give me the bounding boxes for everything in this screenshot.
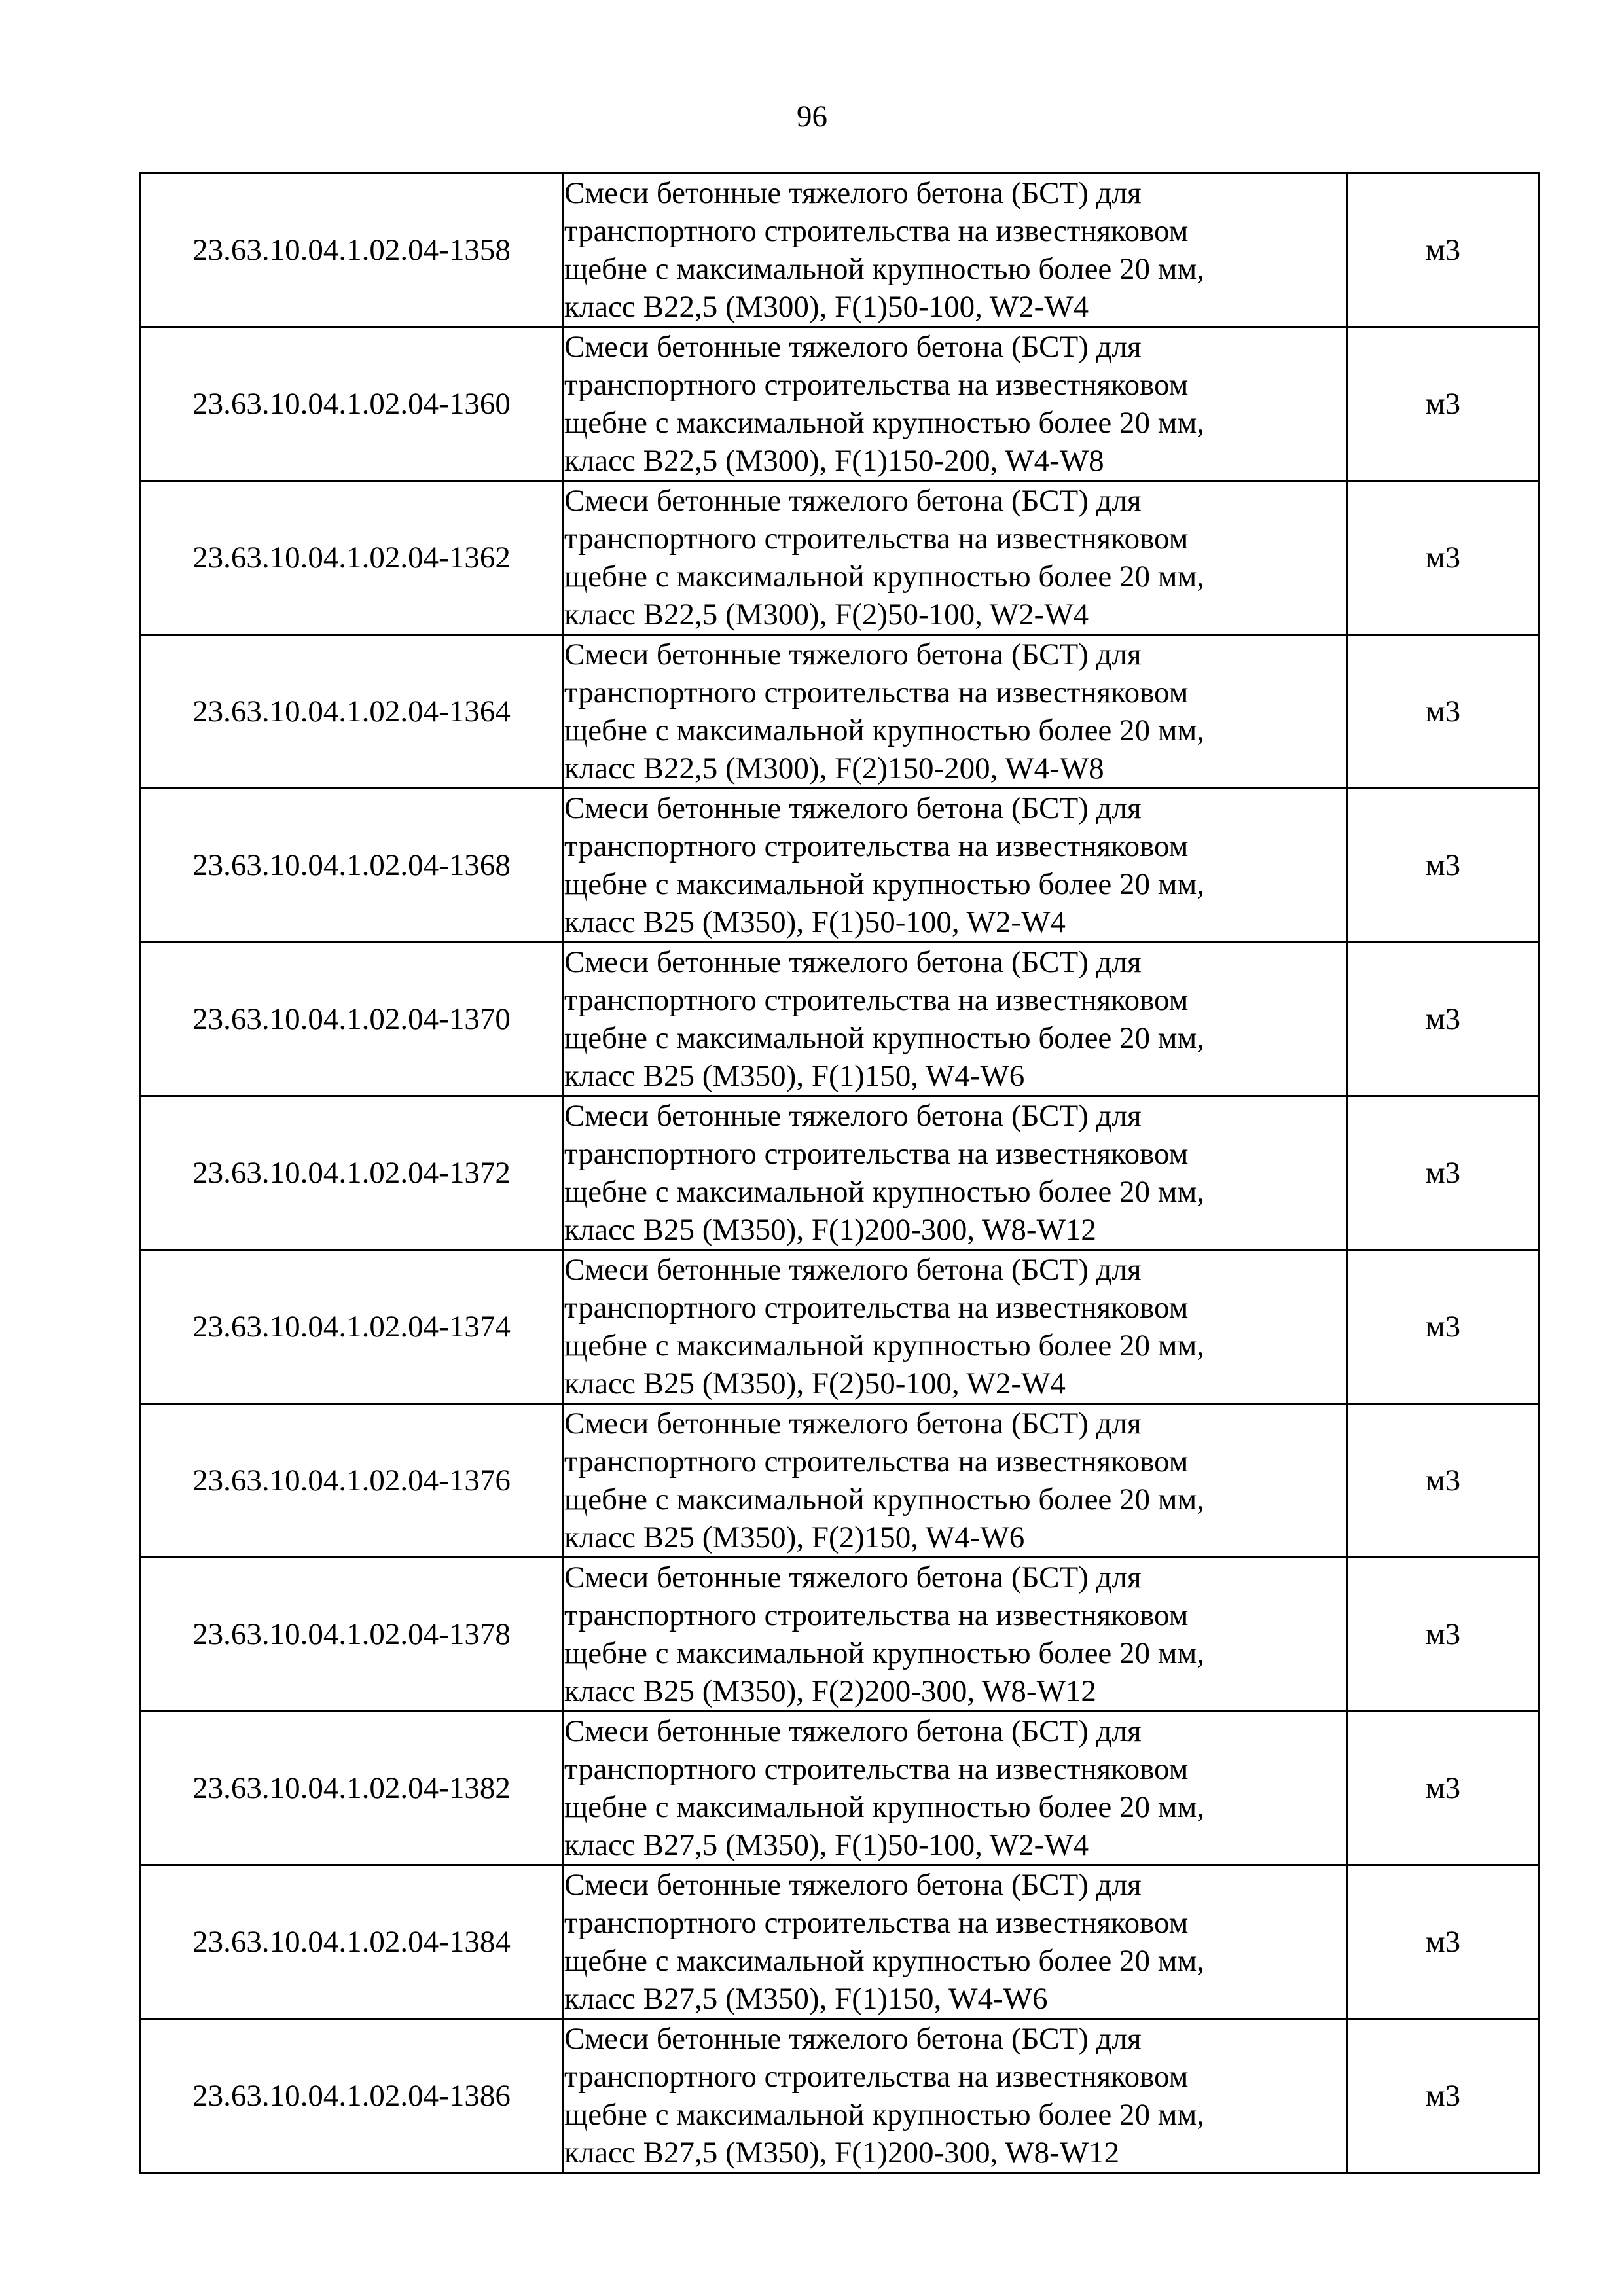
table-row bbox=[140, 942, 1540, 1096]
material-description-cell bbox=[564, 173, 1347, 327]
material-code-cell: 23.63.10.04.1.02.04-1382 bbox=[140, 1712, 564, 1865]
table-row bbox=[140, 1865, 1540, 2019]
description-line: Смеси бетонные тяжелого бетона (БСТ) для bbox=[564, 2022, 1142, 2056]
material-code-cell: 23.63.10.04.1.02.04-1358 bbox=[140, 173, 564, 327]
description-line: Смеси бетонные тяжелого бетона (БСТ) для bbox=[564, 484, 1142, 518]
unit-cell: м3 bbox=[1347, 1712, 1540, 1865]
description-line: щебне с максимальной крупностью более 20 мм, bbox=[564, 1175, 1205, 1209]
description-line: класс В25 (М350), F(2)200-300, W8-W12 bbox=[564, 1674, 1096, 1708]
description-line: транспортного строительства на известняковом bbox=[564, 214, 1189, 248]
unit-cell: м3 bbox=[1347, 1096, 1540, 1250]
material-code-cell: 23.63.10.04.1.02.04-1376 bbox=[140, 1404, 564, 1558]
description-line: класс В22,5 (М300), F(1)150-200, W4-W8 bbox=[564, 444, 1104, 478]
unit-cell: м3 bbox=[1347, 481, 1540, 635]
description-line: щебне с максимальной крупностью более 20 мм, bbox=[564, 560, 1205, 594]
description-line: транспортного строительства на известняковом bbox=[564, 983, 1189, 1017]
unit-cell: м3 bbox=[1347, 1404, 1540, 1558]
material-code-cell: 23.63.10.04.1.02.04-1384 bbox=[140, 1865, 564, 2019]
material-description-cell bbox=[564, 635, 1347, 789]
description-line: Смеси бетонные тяжелого бетона (БСТ) для bbox=[564, 330, 1142, 364]
description-line: щебне с максимальной крупностью более 20 мм, bbox=[564, 1482, 1205, 1516]
material-description-cell bbox=[564, 1096, 1347, 1250]
unit-cell: м3 bbox=[1347, 1558, 1540, 1712]
material-description-cell bbox=[564, 789, 1347, 942]
unit-cell: м3 bbox=[1347, 1250, 1540, 1404]
description-line: Смеси бетонные тяжелого бетона (БСТ) для bbox=[564, 1714, 1142, 1748]
page-number: 96 bbox=[797, 99, 827, 134]
unit-cell: м3 bbox=[1347, 635, 1540, 789]
description-line: транспортного строительства на известняковом bbox=[564, 1906, 1189, 1940]
table-row bbox=[140, 481, 1540, 635]
description-line: транспортного строительства на известняковом bbox=[564, 2060, 1189, 2094]
description-line: Смеси бетонные тяжелого бетона (БСТ) для bbox=[564, 176, 1142, 210]
description-line: Смеси бетонные тяжелого бетона (БСТ) для bbox=[564, 1868, 1142, 1902]
unit-cell: м3 bbox=[1347, 2019, 1540, 2173]
table-row bbox=[140, 2019, 1540, 2173]
description-line: транспортного строительства на известняковом bbox=[564, 1291, 1189, 1325]
description-line: транспортного строительства на известняковом bbox=[564, 1598, 1189, 1632]
description-line: класс В27,5 (М350), F(1)50-100, W2-W4 bbox=[564, 1828, 1089, 1862]
material-code-cell: 23.63.10.04.1.02.04-1374 bbox=[140, 1250, 564, 1404]
material-code-cell: 23.63.10.04.1.02.04-1362 bbox=[140, 481, 564, 635]
table-row bbox=[140, 635, 1540, 789]
table-row bbox=[140, 173, 1540, 327]
description-line: щебне с максимальной крупностью более 20 мм, bbox=[564, 406, 1205, 440]
description-line: транспортного строительства на известняковом bbox=[564, 368, 1189, 402]
description-line: Смеси бетонные тяжелого бетона (БСТ) для bbox=[564, 1560, 1142, 1594]
table-row bbox=[140, 1558, 1540, 1712]
description-line: класс В22,5 (М300), F(1)50-100, W2-W4 bbox=[564, 290, 1089, 324]
description-line: Смеси бетонные тяжелого бетона (БСТ) для bbox=[564, 1099, 1142, 1133]
description-line: транспортного строительства на известняковом bbox=[564, 1137, 1189, 1171]
table-row bbox=[140, 1096, 1540, 1250]
material-code-cell: 23.63.10.04.1.02.04-1368 bbox=[140, 789, 564, 942]
unit-cell: м3 bbox=[1347, 173, 1540, 327]
description-line: транспортного строительства на известняковом bbox=[564, 1752, 1189, 1786]
unit-cell: м3 bbox=[1347, 1865, 1540, 2019]
material-description-cell bbox=[564, 327, 1347, 481]
description-line: щебне с максимальной крупностью более 20 мм, bbox=[564, 1021, 1205, 1055]
table-row bbox=[140, 1712, 1540, 1865]
material-code-cell: 23.63.10.04.1.02.04-1372 bbox=[140, 1096, 564, 1250]
description-line: класс В25 (М350), F(1)50-100, W2-W4 bbox=[564, 905, 1066, 939]
description-line: Смеси бетонные тяжелого бетона (БСТ) для bbox=[564, 945, 1142, 979]
description-line: класс В25 (М350), F(1)200-300, W8-W12 bbox=[564, 1213, 1096, 1247]
material-description-cell bbox=[564, 481, 1347, 635]
description-line: щебне с максимальной крупностью более 20 мм, bbox=[564, 1636, 1205, 1670]
material-code-cell: 23.63.10.04.1.02.04-1364 bbox=[140, 635, 564, 789]
description-line: Смеси бетонные тяжелого бетона (БСТ) для bbox=[564, 791, 1142, 825]
description-line: щебне с максимальной крупностью более 20 мм, bbox=[564, 1790, 1205, 1824]
description-line: класс В22,5 (М300), F(2)50-100, W2-W4 bbox=[564, 598, 1089, 632]
description-line: Смеси бетонные тяжелого бетона (БСТ) для bbox=[564, 637, 1142, 672]
description-line: щебне с максимальной крупностью более 20 мм, bbox=[564, 1329, 1205, 1363]
material-description-cell bbox=[564, 1865, 1347, 2019]
description-line: класс В25 (М350), F(1)150, W4-W6 bbox=[564, 1059, 1025, 1093]
table-row bbox=[140, 1250, 1540, 1404]
description-line: класс В27,5 (М350), F(1)150, W4-W6 bbox=[564, 1982, 1048, 2016]
description-line: класс В27,5 (М350), F(1)200-300, W8-W12 bbox=[564, 2136, 1120, 2170]
material-description-cell bbox=[564, 1712, 1347, 1865]
material-description-cell bbox=[564, 1404, 1347, 1558]
description-line: Смеси бетонные тяжелого бетона (БСТ) для bbox=[564, 1253, 1142, 1287]
description-line: класс В22,5 (М300), F(2)150-200, W4-W8 bbox=[564, 751, 1104, 785]
unit-cell: м3 bbox=[1347, 327, 1540, 481]
description-line: щебне с максимальной крупностью более 20 мм, bbox=[564, 252, 1205, 286]
table-row bbox=[140, 789, 1540, 942]
table-row bbox=[140, 1404, 1540, 1558]
description-line: транспортного строительства на известняковом bbox=[564, 829, 1189, 863]
materials-table bbox=[139, 172, 1540, 2174]
materials-table-body bbox=[140, 173, 1540, 2173]
description-line: Смеси бетонные тяжелого бетона (БСТ) для bbox=[564, 1407, 1142, 1441]
description-line: транспортного строительства на известняковом bbox=[564, 522, 1189, 556]
material-description-cell bbox=[564, 942, 1347, 1096]
material-description-cell bbox=[564, 1558, 1347, 1712]
description-line: щебне с максимальной крупностью более 20 мм, bbox=[564, 1944, 1205, 1978]
description-line: щебне с максимальной крупностью более 20 мм, bbox=[564, 867, 1205, 901]
description-line: щебне с максимальной крупностью более 20 мм, bbox=[564, 713, 1205, 747]
description-line: транспортного строительства на известняковом bbox=[564, 675, 1189, 709]
material-description-cell bbox=[564, 2019, 1347, 2173]
material-code-cell: 23.63.10.04.1.02.04-1386 bbox=[140, 2019, 564, 2173]
material-code-cell: 23.63.10.04.1.02.04-1378 bbox=[140, 1558, 564, 1712]
table-row bbox=[140, 327, 1540, 481]
material-code-cell: 23.63.10.04.1.02.04-1370 bbox=[140, 942, 564, 1096]
description-line: щебне с максимальной крупностью более 20 мм, bbox=[564, 2098, 1205, 2132]
unit-cell: м3 bbox=[1347, 942, 1540, 1096]
unit-cell: м3 bbox=[1347, 789, 1540, 942]
description-line: транспортного строительства на известняковом bbox=[564, 1444, 1189, 1479]
material-code-cell: 23.63.10.04.1.02.04-1360 bbox=[140, 327, 564, 481]
description-line: класс В25 (М350), F(2)150, W4-W6 bbox=[564, 1520, 1025, 1554]
description-line: класс В25 (М350), F(2)50-100, W2-W4 bbox=[564, 1367, 1066, 1401]
material-description-cell bbox=[564, 1250, 1347, 1404]
